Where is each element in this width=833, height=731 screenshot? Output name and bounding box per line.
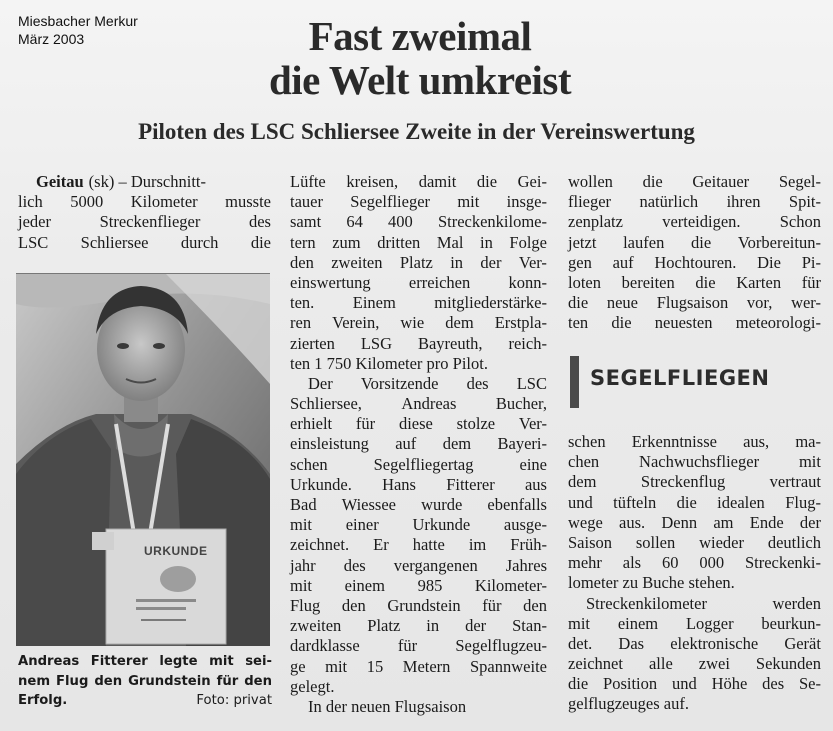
article-line: zeichnet. Er hatte im Früh-	[290, 535, 547, 555]
photo-caption	[18, 652, 272, 711]
article-line: Schliersee, Andreas Bucher,	[290, 394, 547, 414]
caption-line: Erfolg.	[18, 693, 68, 708]
article-line: flieger natürlich ihren Spit-	[568, 192, 821, 212]
article-line: Lüfte kreisen, damit die Gei-	[290, 172, 547, 191]
article-line: lometer zu Buche stehen.	[568, 573, 735, 593]
photo-credit: Foto: privat	[196, 693, 272, 708]
article-text: (sk) – Durschnitt-	[88, 172, 206, 191]
article-line: samt 64 400 Streckenkilome-	[290, 212, 547, 232]
article-line: erhielt für diese stolze Ver-	[290, 414, 547, 434]
article-line: dardklasse für Segelflugzeu-	[290, 636, 547, 656]
article-line: Streckenkilometer werden	[586, 593, 821, 613]
article-line: det. Das elektronische Gerät	[568, 633, 821, 653]
section-kicker	[568, 352, 821, 412]
article-line: LSC Schliersee durch die	[18, 232, 271, 252]
caption-last-row	[18, 691, 272, 711]
caption-line: Andreas Fitterer legte mit sei-	[18, 654, 272, 669]
article-line: einsleistung auf dem Bayeri-	[290, 434, 547, 454]
source-label	[18, 12, 138, 48]
article-line: mit einem Logger beurkun-	[568, 613, 821, 633]
subheadline: Piloten des LSC Schliersee Zweite in der Vereinswertung	[138, 119, 695, 144]
article-line: chen Nachwuchsflieger mit	[568, 452, 821, 472]
article-column-1	[18, 172, 271, 253]
article-column-3-bottom	[568, 432, 821, 715]
photo	[16, 273, 270, 646]
article-line	[18, 172, 271, 192]
portrait-photo-illustration	[16, 274, 270, 646]
article-line: zeichnet alle zwei Sekunden	[568, 654, 821, 674]
article-line: einswertung erreichen konn-	[290, 272, 547, 292]
article-line: jetzt laufen die Vorbereitun-	[568, 232, 821, 252]
article-line: ge mit 15 Metern Spannweite	[290, 656, 547, 676]
article-line: zenplatz verteidigen. Schon	[568, 212, 821, 232]
kicker-text: SEGELFLIEGEN	[590, 366, 770, 390]
article-line: Der Vorsitzende des LSC	[308, 373, 547, 393]
article-line: gelegt.	[290, 676, 335, 696]
article-column-3-top	[568, 172, 821, 334]
article-line: die Position und Höhe des Se-	[568, 674, 821, 694]
article-line: zweiten Platz in der Stan-	[290, 616, 547, 636]
article-line: Bad Wiessee wurde ebenfalls	[290, 495, 547, 514]
source-date: März 2003	[18, 31, 85, 47]
headline-line-1: Fast zweimal	[308, 13, 532, 59]
article-line: Flug den Grundstein für den	[290, 595, 547, 615]
article-line: mit einer Urkunde ausge-	[290, 515, 547, 535]
article-line: ten. Einem mitgliederstärke-	[290, 293, 547, 313]
article-line: ren Verein, wie dem Erstpla-	[290, 313, 547, 333]
dateline: Geitau	[36, 172, 84, 191]
article-line: lich 5000 Kilometer musste	[18, 192, 271, 212]
article-line: tern zum dritten Mal in Folge	[290, 232, 547, 252]
article-line: mit einem 985 Kilometer-	[290, 575, 547, 595]
article-line: In der neuen Flugsaison	[308, 696, 467, 716]
article-line: schen Erkenntnisse aus, ma-	[568, 432, 821, 451]
article-column-2	[290, 172, 547, 717]
article-line: mehr als 60 000 Streckenki-	[568, 553, 821, 573]
article-line: gelflugzeuges auf.	[568, 694, 689, 714]
article-line: den zweiten Platz in der Ver-	[290, 252, 547, 272]
article-line: ten 1 750 Kilometer pro Pilot.	[290, 353, 488, 373]
kicker-bar	[570, 356, 579, 408]
article-line: wollen die Geitauer Segel-	[568, 172, 821, 191]
headline	[150, 14, 690, 102]
article-line: zierten LSG Bayreuth, reich-	[290, 333, 547, 353]
article-line: Saison sollen wieder deutlich	[568, 532, 821, 552]
article-line: schen Segelfliegertag eine	[290, 454, 547, 474]
article-line: die neue Flugsaison vor, wer-	[568, 293, 821, 313]
article-line: dem Streckenflug vertraut	[568, 472, 821, 492]
article-line: ten die neuesten meteorologi-	[568, 313, 821, 333]
article-line: gen auf Hochtouren. Die Pi-	[568, 252, 821, 272]
article-line: jeder Streckenflieger des	[18, 212, 271, 232]
certificate-label: URKUNDE	[144, 544, 208, 558]
article-line: tauer Segelflieger mit insge-	[290, 192, 547, 212]
caption-line: nem Flug den Grundstein für den	[18, 673, 272, 689]
headline-line-2: die Welt umkreist	[268, 57, 572, 103]
article-line: wege aus. Denn am Ende der	[568, 512, 821, 532]
article-line: jahr des vergangenen Jahres	[290, 555, 547, 575]
source-name: Miesbacher Merkur	[18, 13, 138, 29]
article-line: Urkunde. Hans Fitterer aus	[290, 474, 547, 494]
article-line: loten bereiten die Karten für	[568, 272, 821, 292]
article-line: und tüfteln die idealen Flug-	[568, 492, 821, 512]
